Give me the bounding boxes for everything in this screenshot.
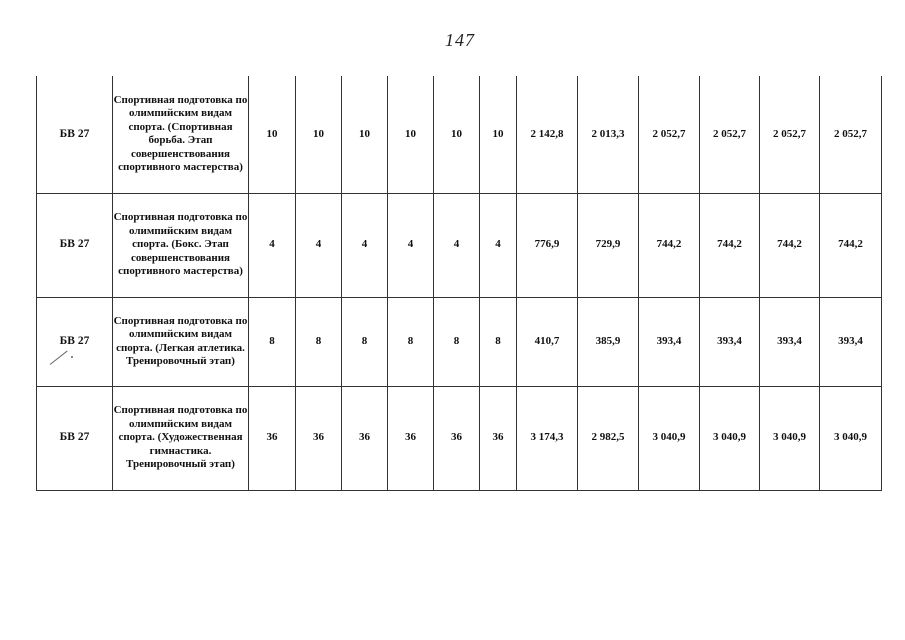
- amount-cell: 744,2: [760, 193, 820, 297]
- count-cell: 10: [480, 76, 517, 193]
- count-cell: 36: [480, 386, 517, 490]
- count-cell: 36: [342, 386, 388, 490]
- count-cell: 10: [296, 76, 342, 193]
- row-name: Спортивная подготовка по олимпийским видам спорта. (Спортивная борьба. Этап совершенствования спортивного мастерства): [113, 76, 249, 193]
- table-row: [37, 297, 882, 386]
- scan-dot-mark: [71, 356, 73, 358]
- count-cell: 4: [296, 193, 342, 297]
- amount-cell: 2 052,7: [760, 76, 820, 193]
- row-name: Спортивная подготовка по олимпийским видам спорта. (Бокс. Этап совершенствования спортивного мастерства): [113, 193, 249, 297]
- count-cell: 4: [249, 193, 296, 297]
- count-cell: 36: [388, 386, 434, 490]
- count-cell: 8: [342, 297, 388, 386]
- count-cell: 36: [249, 386, 296, 490]
- count-cell: 36: [434, 386, 480, 490]
- amount-cell: 385,9: [578, 297, 639, 386]
- amount-cell: 393,4: [639, 297, 700, 386]
- amount-cell: 2 142,8: [517, 76, 578, 193]
- page-number: 147: [445, 30, 475, 50]
- count-cell: 8: [388, 297, 434, 386]
- amount-cell: 729,9: [578, 193, 639, 297]
- table-row: [37, 193, 882, 297]
- row-name: Спортивная подготовка по олимпийским видам спорта. (Легкая атлетика. Тренировочный этап): [113, 297, 249, 386]
- amount-cell: 3 040,9: [700, 386, 760, 490]
- count-cell: 4: [480, 193, 517, 297]
- amount-cell: 776,9: [517, 193, 578, 297]
- amount-cell: 744,2: [700, 193, 760, 297]
- amount-cell: 3 040,9: [820, 386, 882, 490]
- row-name: Спортивная подготовка по олимпийским видам спорта. (Художественная гимнастика. Тренировочный этап): [113, 386, 249, 490]
- table-row: [37, 386, 882, 490]
- amount-cell: 2 982,5: [578, 386, 639, 490]
- count-cell: 10: [434, 76, 480, 193]
- count-cell: 4: [388, 193, 434, 297]
- amount-cell: 2 013,3: [578, 76, 639, 193]
- budget-table: [36, 76, 882, 491]
- row-code: БВ 27: [37, 386, 113, 490]
- row-code: БВ 27: [37, 297, 113, 386]
- amount-cell: 2 052,7: [700, 76, 760, 193]
- amount-cell: 3 174,3: [517, 386, 578, 490]
- amount-cell: 3 040,9: [760, 386, 820, 490]
- count-cell: 36: [296, 386, 342, 490]
- count-cell: 10: [342, 76, 388, 193]
- count-cell: 8: [249, 297, 296, 386]
- amount-cell: 393,4: [760, 297, 820, 386]
- count-cell: 8: [434, 297, 480, 386]
- amount-cell: 393,4: [700, 297, 760, 386]
- row-code: БВ 27: [37, 193, 113, 297]
- amount-cell: 2 052,7: [639, 76, 700, 193]
- amount-cell: 744,2: [639, 193, 700, 297]
- amount-cell: 393,4: [820, 297, 882, 386]
- amount-cell: 744,2: [820, 193, 882, 297]
- count-cell: 4: [434, 193, 480, 297]
- count-cell: 10: [388, 76, 434, 193]
- count-cell: 8: [296, 297, 342, 386]
- amount-cell: 3 040,9: [639, 386, 700, 490]
- row-code: БВ 27: [37, 76, 113, 193]
- count-cell: 4: [342, 193, 388, 297]
- count-cell: 8: [480, 297, 517, 386]
- amount-cell: 410,7: [517, 297, 578, 386]
- amount-cell: 2 052,7: [820, 76, 882, 193]
- table-row: [37, 76, 882, 193]
- count-cell: 10: [249, 76, 296, 193]
